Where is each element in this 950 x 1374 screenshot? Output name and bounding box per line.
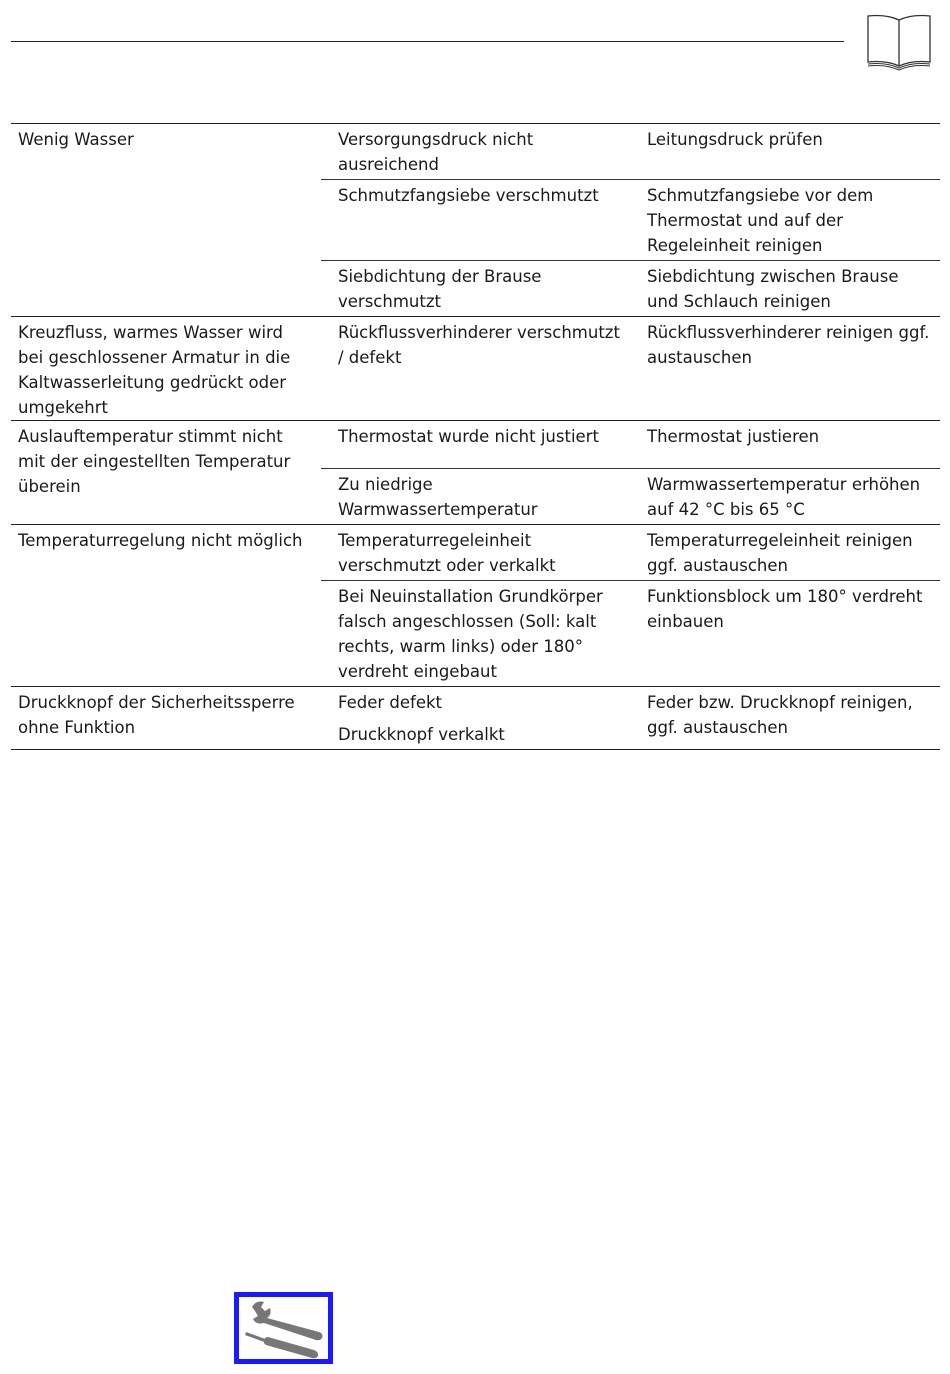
remedy-cell: Schmutzfangsiebe vor dem Thermostat und auf der Regeleinheit reinigen [647, 186, 874, 255]
remedy-cell: Rückflussverhinderer reinigen ggf. austauschen [647, 323, 930, 367]
open-book-icon [864, 12, 934, 72]
table-row [321, 317, 940, 372]
remedy-cell: Siebdichtung zwischen Brause und Schlauch reinigen [647, 267, 899, 311]
cause-cell [321, 687, 630, 749]
wrench-screwdriver-icon [234, 1292, 333, 1364]
cause-cell: Bei Neuinstallation Grundkörper falsch angeschlossen (Soll: kalt rechts, warm links) oder 180° verdreht eingebaut [338, 587, 603, 681]
remedy-cell: Feder bzw. Druckknopf reinigen, ggf. austauschen [647, 693, 913, 737]
cause-cell: Schmutzfangsiebe verschmutzt [338, 186, 599, 205]
table-group [11, 687, 940, 750]
cause-line: Druckknopf verkalkt [338, 725, 505, 744]
table-group [11, 421, 940, 525]
remedy-cell: Funktionsblock um 180° verdreht einbauen [647, 587, 923, 631]
remedy-cell: Leitungsdruck prüfen [647, 130, 823, 149]
table-group [11, 124, 940, 317]
remedy-cell: Temperaturregeleinheit reinigen ggf. austauschen [647, 531, 913, 575]
problem-cell: Wenig Wasser [18, 130, 134, 149]
remedy-cell: Warmwassertemperatur erhöhen auf 42 °C bis 65 °C [647, 475, 921, 519]
table-group [11, 317, 940, 421]
table-group [11, 525, 940, 687]
cause-cell: Rückflussverhinderer verschmutzt / defekt [338, 323, 620, 367]
table-row [321, 421, 940, 469]
cause-cell: Versorgungsdruck nicht ausreichend [338, 130, 534, 174]
table-row [321, 124, 940, 180]
problem-cell: Temperaturregelung nicht möglich [18, 531, 303, 550]
header-rule [11, 41, 844, 42]
table-row [321, 180, 940, 261]
cause-cell: Siebdichtung der Brause verschmutzt [338, 267, 542, 311]
problem-cell: Kreuzfluss, warmes Wasser wird bei geschlossener Armatur in die Kaltwasserleitung gedrückt oder umgekehrt [18, 323, 291, 417]
problem-cell: Druckknopf der Sicherheitssperre ohne Funktion [18, 693, 295, 737]
cause-cell: Thermostat wurde nicht justiert [338, 427, 599, 446]
cause-cell: Temperaturregeleinheit verschmutzt oder verkalkt [338, 531, 556, 575]
remedy-cell: Thermostat justieren [647, 427, 820, 446]
troubleshooting-table [11, 123, 940, 750]
table-row [321, 687, 940, 749]
table-row [321, 261, 940, 316]
problem-cell: Auslauftemperatur stimmt nicht mit der eingestellten Temperatur überein [18, 427, 291, 496]
table-row [321, 469, 940, 524]
cause-line: Feder defekt [338, 693, 443, 712]
cause-cell: Zu niedrige Warmwassertemperatur [338, 475, 538, 519]
table-row [321, 581, 940, 686]
table-row [321, 525, 940, 581]
